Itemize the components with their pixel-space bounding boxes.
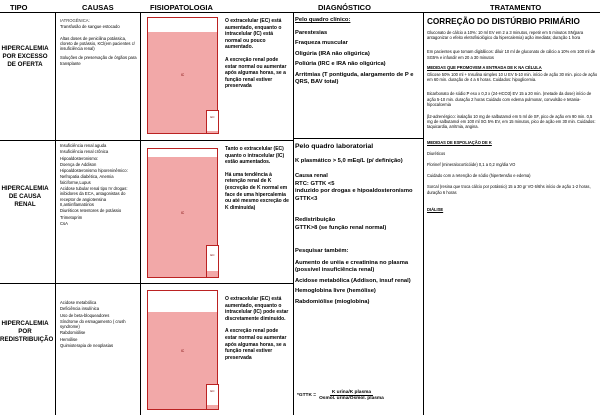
- diagnostico-lab: [295, 143, 420, 309]
- divider-1: [55, 12, 56, 415]
- ec-label: EC: [210, 115, 215, 119]
- rtc: RTC: GTTK <5: [295, 180, 335, 187]
- diag-divider: [293, 138, 423, 139]
- fisio-text: A excreção renal pode estar normal ou aumentar após algumas horas, se a função renal estiver preservada: [225, 56, 287, 90]
- causa-item: Uso de beta-bloqueadores: [60, 312, 110, 318]
- fisio-text: Há uma tendência à retenção renal de K (excreção de K normal em face de uma hipercalemia ou até mesmo excreção de K diminuída): [225, 171, 289, 211]
- ec-beaker-row-3: [206, 384, 219, 410]
- ec-fill-row-2: [207, 271, 218, 277]
- trat-dialise: DIÁLISE: [427, 206, 444, 212]
- trat-p3: Glicose 50% 100 ml + Insulina simples 10 U EV 5-10 min. início de ação 30 min. pico de ação em 60 min. duração de 4 a 6 horas. Cuidados: hipoglicemia.: [427, 72, 598, 83]
- lab-title: Pelo quadro laboratorial: [295, 143, 374, 150]
- causa-item: Rabdomiólise: [60, 330, 86, 336]
- formula-lhs: *GTTK =: [297, 393, 317, 398]
- causa-item: Transfusão de sangue estocado: [60, 24, 120, 30]
- trat-cuidado: Cuidado com a retenção de sódio (hipertensão e edema): [427, 173, 531, 179]
- header-tratamento: TRATAMENTO: [490, 3, 542, 12]
- divider-3: [293, 12, 294, 415]
- tipo-row-2: HIPERCALEMIA DE CAUSA RENAL: [1, 185, 49, 208]
- causa-item: IATROGÊNICA:: [60, 18, 90, 23]
- fisio-text: O extracelular (EC) está aumentado, enquanto o intracelular (IC) está normal ou pouco aumentado.: [225, 18, 282, 51]
- trat-h-espoliacao: MEDIDAS DE ESPOLIAÇÃO DE K: [427, 139, 492, 145]
- trat-p1: Gluconato de cálcio a 10%: 10 ml EV em 2 a 3 minutos, repetir em 5 minutos SN(para antagonizar o efeito eletrofisiológico da hipercalemia) ação imediata; duração 1 hora: [427, 30, 584, 41]
- ec-beaker-row-2: [206, 245, 219, 278]
- ec-beaker-row-1: [206, 110, 219, 134]
- causa-item: Insuficiência renal aguda: [60, 143, 107, 148]
- trat-diureticos: Diuréticos: [427, 150, 446, 156]
- clinico-item: Poliúria (IRC e IRA não oligúrica): [295, 61, 386, 67]
- trat-p4: Bicarbonato de sódio:P eso x 0,3 x (24-HCO3) EV 15 a 20 min. (metade da dose) início de ação 5-10 min. duração 2 horas Cuidado com edema pulmonar, convulsão e tetania- hipocalcemia: [427, 91, 592, 107]
- clinico-item: Parestesias: [295, 29, 328, 36]
- pesquisar-item: Hemoglobina livre (hemólise): [295, 288, 376, 294]
- header-fisiopatologia: FISIOPATOLOGIA: [150, 3, 213, 12]
- trat-h-entrada: MEDIDAS QUE PROMOVEM A ENTRADA DE K NA CÉLULA: [427, 64, 542, 70]
- header-causas: CAUSAS: [82, 3, 114, 12]
- fisio-text: Tanto o extracelular (EC) quanto o intracelular (IC) estão aumentados.: [225, 146, 285, 166]
- causa-item: Altas doses de penicilina potássica, cloreto de potássio, KCl(em pacientes c/ insuficiência renal): [60, 35, 135, 52]
- causa-item: Doença de Addison: [60, 161, 97, 167]
- fisio-text: A excreção renal pode estar normal ou aumentar após algumas horas, se a função renal estiver preservada: [225, 328, 287, 361]
- causa-item: Nefropatia diabética, Anemia falciforme,Lupus: [60, 174, 114, 185]
- formula-num: K urina/K plasma: [331, 390, 372, 395]
- trat-p2: Em pacientes que tomam digitálicos: diluir 10 ml de gluconato de cálcio a 10% em 100 ml de SG5% e infundir em 20 a 30 minutos: [427, 49, 596, 60]
- trat-sorcal: Sorcal (resina que troca cálcio por potássio) 15 a 30 gr VO 6/6hs início de ação 1-2 horas, duração 6 horas: [427, 184, 591, 195]
- causa-item: Hemólise: [60, 336, 78, 342]
- tipo-row-1: HIPERCALEMIA POR EXCESSO DE OFERTA: [1, 45, 49, 68]
- trat-p5: β2-adrenérgico: inalação 10 mg de salbutamol em 5 ml de SF, pico de ação em 90 min. 0,5 mg de salbutamol em 100 ml SG 5% EV, em 15 minutos, pico de ação em 30 min. Cuidados: taquicardia, arritmia, angina.: [427, 114, 596, 130]
- ec-label: EC: [210, 389, 215, 393]
- causa-item: Trimetoprim: [60, 214, 83, 220]
- clinico-item: Oligúria (IRA não oligúrica): [295, 50, 370, 57]
- fisio-text: O extracelular (EC) está aumentado, enquanto o intracelular (IC) pode estar discretamente diminuído.: [225, 296, 289, 322]
- tratamento-title: CORREÇÃO DO DISTÚRBIO PRIMÁRIO: [427, 17, 580, 26]
- formula-den: Osmol. urina/Osmol. plasma: [319, 396, 384, 401]
- row-divider-1: [0, 140, 293, 141]
- causa-item: Acidose tubular renal tipo IV drogas: inibidores da ECA, antagonistas do receptor de angiotensina II,antiinflamatórios: [60, 186, 128, 207]
- row-divider-2: [0, 283, 293, 284]
- gttk-formula: [297, 390, 384, 401]
- causa-item: Síndrome do esmagamento ( crush syndrome): [60, 318, 126, 330]
- pesquisar-item: Rabdomiólise (mioglobina): [295, 298, 370, 305]
- causa-item: Hipoaldosteronismo hiporeninêmico:: [60, 168, 128, 174]
- causa-item: Soluções de preservação de órgãos para transplante: [60, 55, 137, 66]
- divider-4: [423, 12, 424, 415]
- ec-label: EC: [210, 253, 215, 257]
- redist-gttk: GTTK>8 (se função renal normal): [295, 224, 387, 231]
- clinico-title: Pelo quadro clínico:: [295, 17, 351, 23]
- pesquisar: Pesquisar também:: [295, 248, 349, 254]
- causa-item: Insuficiência renal crônica: [60, 149, 109, 155]
- ec-fill-row-1: [207, 131, 218, 133]
- clinico-item: Fraqueza muscular: [295, 40, 348, 46]
- ec-fill-row-3: [207, 405, 218, 409]
- tratamento-body: [427, 30, 599, 214]
- causa-item: Hipoaldosteronismo:: [60, 155, 99, 161]
- header-tipo: TIPO: [10, 3, 28, 12]
- divider-2: [140, 12, 141, 415]
- causas-row-2: [60, 143, 138, 227]
- ic-label: IC: [180, 73, 185, 77]
- induzido: induzido por drogas e hipoaldosteronismo GTTK<3: [295, 188, 413, 202]
- header-rule: [0, 12, 600, 13]
- formula-fraction: [319, 390, 384, 401]
- tipo-row-3: HIPERCALEMIA POR REDISTRIBUIÇÃO: [0, 320, 54, 343]
- causas-row-3: [60, 300, 138, 349]
- clinico-item: Arritmias (T pontiguda, alargamento de P e QRS, BAV total): [295, 71, 414, 85]
- pesquisar-item: Aumento de uréia e creatinina no plasma (possível insuficiência renal): [295, 259, 409, 273]
- causa-renal: Causa renal: [295, 173, 328, 179]
- diagnostico-clinico: [295, 17, 420, 90]
- fisio-row-3: [225, 296, 291, 363]
- fisio-row-1: [225, 18, 291, 92]
- causas-row-1: [60, 18, 138, 67]
- trat-florinef: Florinef (mineralocorticóide) 0,1 a 0,2 mg/dia VO: [427, 162, 516, 168]
- causa-item: CsA: [60, 220, 68, 226]
- header-diagnostico: DIAGNÓSTICO: [318, 3, 371, 12]
- causa-item: Diuréticos retentores de potássio: [60, 208, 122, 214]
- pesquisar-item: Acidose metabólica (Addison, insuf renal): [295, 277, 411, 284]
- causa-item: Acidose metabólica: [60, 300, 97, 305]
- ic-label: IC: [180, 349, 185, 353]
- lab-k: K plasmático > 5,0 mEq/L (p/ definição): [295, 157, 403, 164]
- ic-label: IC: [180, 211, 185, 215]
- causa-item: Deficiência insulínica: [60, 306, 100, 312]
- redist: Redistribuição: [295, 217, 336, 223]
- fisio-row-2: [225, 146, 291, 213]
- causa-item: Quimioterapia de neoplasias: [60, 343, 114, 349]
